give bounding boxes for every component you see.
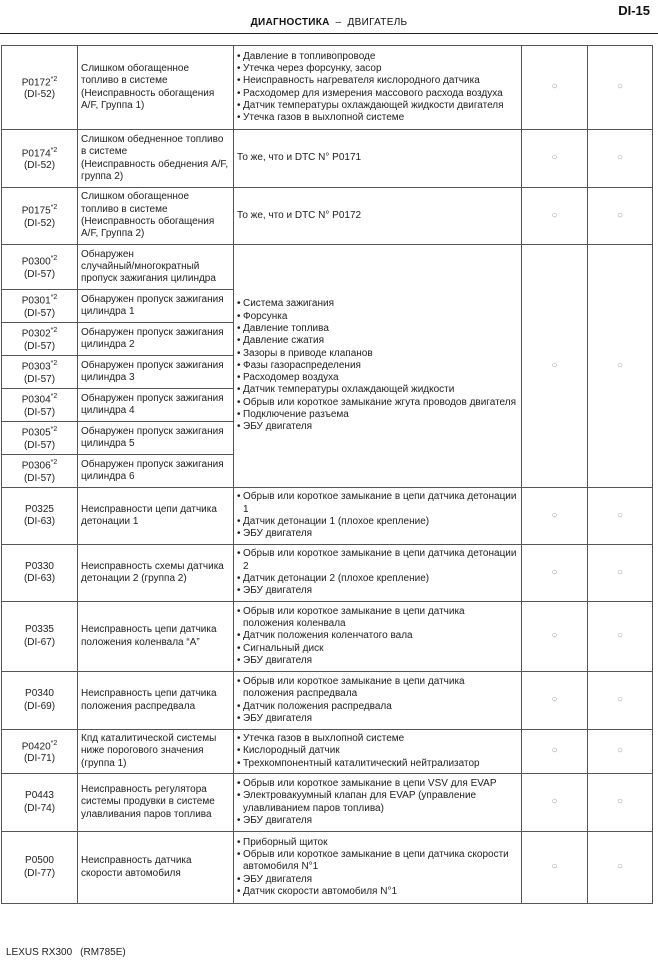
dtc-code: P0500 bbox=[25, 855, 54, 867]
dtc-code-cell bbox=[2, 774, 78, 832]
trouble-area-list bbox=[237, 548, 518, 597]
description-line: Обнаружен пропуск зажигания bbox=[81, 326, 224, 338]
header-main: ДИАГНОСТИКА bbox=[250, 17, 330, 28]
dtc-description bbox=[78, 832, 234, 904]
trouble-area-item: • Форсунка bbox=[237, 311, 518, 323]
dtc-code-cell bbox=[2, 545, 78, 602]
mil-indicator: ○ bbox=[522, 488, 588, 545]
dtc-ref: (DI-71) bbox=[23, 753, 56, 765]
dtc-code-mark: *2 bbox=[50, 459, 58, 467]
dtc-code: P0325 bbox=[25, 503, 54, 515]
dtc-description bbox=[78, 455, 234, 488]
dtc-code-mark: *2 bbox=[50, 327, 58, 335]
description-line: Обнаружен bbox=[81, 248, 134, 260]
description-line: (Неисправность обеднения A/F, bbox=[81, 158, 229, 170]
memory-indicator: ○ bbox=[588, 245, 653, 488]
footer-code: (RM785E) bbox=[80, 947, 126, 958]
trouble-area-item: • Кислородный датчик bbox=[237, 745, 518, 757]
dtc-code: P0174 bbox=[21, 147, 51, 159]
description-line: положения распредвала bbox=[81, 700, 196, 712]
dtc-code-cell bbox=[2, 672, 78, 730]
dtc-ref: (DI-57) bbox=[23, 373, 56, 385]
trouble-area-list bbox=[237, 606, 518, 667]
trouble-area-item: • Расходомер воздуха bbox=[237, 372, 518, 384]
dtc-ref: (DI-57) bbox=[23, 406, 56, 418]
header-rule bbox=[0, 33, 658, 34]
trouble-area bbox=[234, 130, 522, 188]
dtc-code-cell bbox=[2, 602, 78, 672]
dtc-code: P0305 bbox=[21, 427, 51, 439]
memory-indicator: ○ bbox=[588, 774, 653, 832]
memory-indicator: ○ bbox=[588, 545, 653, 602]
dtc-description bbox=[78, 602, 234, 672]
trouble-area bbox=[234, 602, 522, 672]
trouble-area-item: • ЭБУ двигателя bbox=[237, 528, 518, 540]
trouble-area-item: • Обрыв или короткое замыкание в цепи датчика скорости автомобиля N°1 bbox=[237, 849, 518, 874]
trouble-area-item: • Датчик температуры охлаждающей жидкости bbox=[237, 384, 518, 396]
trouble-area bbox=[234, 46, 522, 130]
trouble-area-item: • Обрыв или короткое замыкание в цепи VSV для EVAP bbox=[237, 778, 518, 790]
trouble-area-list bbox=[237, 298, 518, 433]
description-line: случайный/многократный bbox=[81, 260, 200, 272]
dtc-code: P0335 bbox=[25, 624, 54, 636]
mil-indicator: ○ bbox=[522, 832, 588, 904]
trouble-area-item: • Электровакуумный клапан для EVAP (управление улавливанием паров топлива) bbox=[237, 790, 518, 815]
table-row bbox=[2, 130, 653, 188]
description-line: Обнаружен пропуск зажигания bbox=[81, 458, 224, 470]
mil-indicator: ○ bbox=[522, 774, 588, 832]
trouble-area bbox=[234, 488, 522, 545]
memory-indicator: ○ bbox=[588, 602, 653, 672]
dtc-code-cell bbox=[2, 356, 78, 389]
dtc-code-cell bbox=[2, 488, 78, 545]
description-line: топливо в системе bbox=[81, 203, 168, 215]
description-line: A/F, Группа 2) bbox=[81, 228, 145, 240]
dtc-ref: (DI-77) bbox=[23, 867, 56, 879]
dtc-code-cell bbox=[2, 188, 78, 245]
dtc-ref: (DI-52) bbox=[23, 217, 56, 229]
trouble-area-item: • Подключение разъема bbox=[237, 409, 518, 421]
trouble-area bbox=[234, 730, 522, 774]
trouble-area-item: • Датчик положения коленчатого вала bbox=[237, 630, 518, 642]
dtc-code: P0172 bbox=[21, 76, 51, 88]
memory-indicator: ○ bbox=[588, 672, 653, 730]
dtc-code: P0304 bbox=[21, 394, 51, 406]
memory-indicator: ○ bbox=[588, 730, 653, 774]
dtc-code: P0303 bbox=[21, 361, 51, 373]
trouble-area-item: • Утечка через форсунку, засор bbox=[237, 63, 518, 75]
trouble-area-item: • Обрыв или короткое замыкание в цепи датчика положения коленвала bbox=[237, 606, 518, 631]
description-line: в системе bbox=[81, 146, 128, 158]
description-line: цилиндра 4 bbox=[81, 405, 135, 416]
dtc-code-cell bbox=[2, 46, 78, 130]
memory-indicator: ○ bbox=[588, 46, 653, 130]
dtc-code-mark: *2 bbox=[50, 360, 58, 368]
description-line: скорости автомобиля bbox=[81, 867, 181, 879]
trouble-area-list bbox=[237, 837, 518, 898]
trouble-area-item: • ЭБУ двигателя bbox=[237, 713, 518, 725]
description-line: Неисправность схемы датчика bbox=[81, 560, 224, 572]
description-line: группа 2) bbox=[81, 170, 124, 182]
dtc-description bbox=[78, 356, 234, 389]
dtc-description bbox=[78, 422, 234, 455]
table-row bbox=[2, 832, 653, 904]
description-line: цилиндра 2 bbox=[81, 339, 135, 350]
dtc-code-cell bbox=[2, 832, 78, 904]
dtc-ref: (DI-67) bbox=[23, 636, 56, 648]
description-line: Неисправность регулятора bbox=[81, 784, 207, 796]
dtc-code-mark: *2 bbox=[50, 255, 58, 263]
trouble-area-list bbox=[237, 778, 518, 827]
dtc-code-mark: *2 bbox=[50, 393, 58, 401]
trouble-area-item: • Обрыв или короткое замыкание в цепи датчика детонации 2 bbox=[237, 548, 518, 573]
dtc-code-mark: *2 bbox=[50, 426, 58, 434]
trouble-area-misfire bbox=[234, 245, 522, 488]
dtc-ref: (DI-63) bbox=[23, 516, 56, 527]
dtc-description bbox=[78, 545, 234, 602]
dtc-code: P0330 bbox=[25, 560, 54, 572]
description-line: (группа 1) bbox=[81, 757, 127, 769]
trouble-area-item: • Датчик детонации 2 (плохое крепление) bbox=[237, 573, 518, 585]
dtc-code-mark: *2 bbox=[50, 75, 58, 83]
dtc-description bbox=[78, 774, 234, 832]
trouble-area bbox=[234, 672, 522, 730]
description-line: улавливания паров топлива bbox=[81, 808, 212, 820]
dtc-description bbox=[78, 323, 234, 356]
dtc-description bbox=[78, 730, 234, 774]
dtc-ref: (DI-57) bbox=[23, 307, 56, 319]
mil-indicator: ○ bbox=[522, 602, 588, 672]
trouble-area-item: • Давление сжатия bbox=[237, 335, 518, 347]
trouble-area-list bbox=[237, 51, 518, 125]
dtc-code-cell bbox=[2, 730, 78, 774]
dtc-code-mark: *2 bbox=[50, 204, 58, 212]
dtc-code-mark: *2 bbox=[50, 146, 58, 154]
table-row bbox=[2, 46, 653, 130]
mil-indicator: ○ bbox=[522, 245, 588, 488]
dtc-ref: (DI-74) bbox=[23, 802, 56, 814]
trouble-area-item: • Датчик скорости автомобиля N°1 bbox=[237, 886, 518, 898]
table-row bbox=[2, 774, 653, 832]
footer bbox=[6, 947, 126, 958]
description-line: Обнаружен пропуск зажигания bbox=[81, 359, 224, 371]
description-line: (Неисправность обогащения bbox=[81, 87, 215, 99]
trouble-area-item: • Датчик детонации 1 (плохое крепление) bbox=[237, 516, 518, 528]
dtc-code: P0420 bbox=[21, 740, 51, 752]
trouble-area bbox=[234, 774, 522, 832]
table-row bbox=[2, 245, 653, 290]
description-line: Неисправность цепи датчика bbox=[81, 624, 217, 636]
dtc-description bbox=[78, 46, 234, 130]
trouble-area-text: То же, что и DTC N° P0172 bbox=[237, 209, 362, 221]
trouble-area-item: • Обрыв или короткое замыкание в цепи датчика детонации 1 bbox=[237, 491, 518, 516]
trouble-area-item: • Расходомер для измерения массового расхода воздуха bbox=[237, 88, 518, 100]
trouble-area-item: • Зазоры в приводе клапанов bbox=[237, 348, 518, 360]
description-line: цилиндра 1 bbox=[81, 306, 135, 317]
description-line: Неисправность цепи датчика bbox=[81, 688, 217, 700]
description-line: Обнаружен пропуск зажигания bbox=[81, 392, 224, 404]
dtc-code: P0443 bbox=[25, 790, 54, 802]
description-line: положения коленвала “A” bbox=[81, 636, 200, 648]
mil-indicator: ○ bbox=[522, 130, 588, 188]
memory-indicator: ○ bbox=[588, 832, 653, 904]
description-line: цилиндра 6 bbox=[81, 471, 135, 482]
mil-indicator: ○ bbox=[522, 188, 588, 245]
description-line: цилиндра 5 bbox=[81, 438, 135, 449]
dtc-code-cell bbox=[2, 455, 78, 488]
description-line: топливо в системе bbox=[81, 75, 168, 87]
table-row bbox=[2, 602, 653, 672]
footer-model: LEXUS RX300 bbox=[6, 947, 73, 958]
memory-indicator: ○ bbox=[588, 130, 653, 188]
trouble-area-item: • ЭБУ двигателя bbox=[237, 421, 518, 433]
page-id: DI-15 bbox=[618, 3, 650, 18]
trouble-area-item: • ЭБУ двигателя bbox=[237, 655, 518, 667]
dtc-description bbox=[78, 245, 234, 290]
dtc-code-mark: *2 bbox=[50, 294, 58, 302]
dtc-description bbox=[78, 290, 234, 323]
trouble-area-item: • Система зажигания bbox=[237, 298, 518, 310]
dtc-code-cell bbox=[2, 290, 78, 323]
trouble-area bbox=[234, 188, 522, 245]
dtc-code-cell bbox=[2, 422, 78, 455]
description-line: (Неисправность обогащения bbox=[81, 216, 215, 227]
description-line: цилиндра 3 bbox=[81, 372, 135, 383]
dtc-code-cell bbox=[2, 389, 78, 422]
table-row bbox=[2, 730, 653, 774]
header-sub: ДВИГАТЕЛЬ bbox=[347, 17, 408, 28]
dtc-description bbox=[78, 188, 234, 245]
trouble-area-text: То же, что и DTC N° P0171 bbox=[237, 152, 362, 164]
dtc-description bbox=[78, 672, 234, 730]
trouble-area-item: • ЭБУ двигателя bbox=[237, 874, 518, 886]
trouble-area-item: • Давление в топливопроводе bbox=[237, 51, 518, 63]
dtc-table bbox=[1, 45, 653, 904]
dtc-description bbox=[78, 389, 234, 422]
dtc-ref: (DI-69) bbox=[23, 700, 56, 712]
trouble-area-item: • Неисправность нагревателя кислородного датчика bbox=[237, 75, 518, 87]
description-line: A/F, Группа 1) bbox=[81, 99, 145, 111]
trouble-area-item: • Датчик температуры охлаждающей жидкости двигателя bbox=[237, 100, 518, 112]
description-line: Слишком обогащенное bbox=[81, 191, 190, 203]
trouble-area-item: • Обрыв или короткое замыкание жгута проводов двигателя bbox=[237, 397, 518, 409]
description-line: Обнаружен пропуск зажигания bbox=[81, 293, 224, 305]
trouble-area-item: • Обрыв или короткое замыкание в цепи датчика положения распредвала bbox=[237, 676, 518, 701]
dtc-code-cell bbox=[2, 130, 78, 188]
memory-indicator: ○ bbox=[588, 488, 653, 545]
description-line: Слишком обогащенное bbox=[81, 62, 190, 74]
mil-indicator: ○ bbox=[522, 46, 588, 130]
description-line: Кпд каталитической системы bbox=[81, 733, 217, 745]
table-row bbox=[2, 545, 653, 602]
trouble-area-list bbox=[237, 733, 518, 770]
trouble-area-item: • Датчик положения распредвала bbox=[237, 701, 518, 713]
description-line: детонации 1 bbox=[81, 516, 139, 527]
dtc-code-cell bbox=[2, 323, 78, 356]
table-row bbox=[2, 672, 653, 730]
dtc-ref: (DI-52) bbox=[23, 160, 56, 172]
trouble-area-item: • Трехкомпонентный каталитический нейтрализатор bbox=[237, 758, 518, 770]
trouble-area bbox=[234, 545, 522, 602]
description-line: Обнаружен пропуск зажигания bbox=[81, 425, 224, 437]
dtc-ref: (DI-57) bbox=[23, 340, 56, 352]
dtc-description bbox=[78, 488, 234, 545]
dtc-ref: (DI-57) bbox=[23, 439, 56, 451]
description-line: Неисправности цепи датчика bbox=[81, 503, 217, 515]
mil-indicator: ○ bbox=[522, 730, 588, 774]
trouble-area-item: • Утечка газов в выхлопной системе bbox=[237, 733, 518, 745]
trouble-area-item: • ЭБУ двигателя bbox=[237, 585, 518, 597]
page-header bbox=[0, 17, 658, 28]
trouble-area-list bbox=[237, 676, 518, 725]
trouble-area-item: • Фазы газораспределения bbox=[237, 360, 518, 372]
description-line: Неисправность датчика bbox=[81, 855, 192, 867]
description-line: детонации 2 (группа 2) bbox=[81, 573, 187, 584]
trouble-area bbox=[234, 832, 522, 904]
dtc-ref: (DI-63) bbox=[23, 573, 56, 584]
table-row bbox=[2, 188, 653, 245]
dtc-description bbox=[78, 130, 234, 188]
trouble-area-item: • ЭБУ двигателя bbox=[237, 815, 518, 827]
mil-indicator: ○ bbox=[522, 545, 588, 602]
mil-indicator: ○ bbox=[522, 672, 588, 730]
dtc-code: P0340 bbox=[25, 688, 54, 700]
header-separator: – bbox=[335, 17, 342, 28]
dtc-code-mark: *2 bbox=[50, 739, 58, 747]
trouble-area-list bbox=[237, 491, 518, 540]
description-line: ниже порогового значения bbox=[81, 745, 204, 757]
memory-indicator: ○ bbox=[588, 188, 653, 245]
trouble-area-item: • Сигнальный диск bbox=[237, 643, 518, 655]
trouble-area-item: • Приборный щиток bbox=[237, 837, 518, 849]
trouble-area-item: • Давление топлива bbox=[237, 323, 518, 335]
dtc-code: P0175 bbox=[21, 205, 51, 217]
dtc-code: P0306 bbox=[21, 460, 51, 472]
dtc-ref: (DI-57) bbox=[23, 472, 56, 484]
dtc-code: P0300 bbox=[21, 256, 51, 268]
dtc-code: P0302 bbox=[21, 328, 51, 340]
dtc-code: P0301 bbox=[21, 295, 51, 307]
description-line: пропуск зажигания цилиндра bbox=[81, 273, 216, 285]
dtc-ref: (DI-52) bbox=[23, 89, 56, 101]
dtc-ref: (DI-57) bbox=[23, 268, 56, 280]
description-line: системы продувки в системе bbox=[81, 796, 215, 808]
dtc-code-cell bbox=[2, 245, 78, 290]
table-row bbox=[2, 488, 653, 545]
trouble-area-item: • Утечка газов в выхлопной системе bbox=[237, 112, 518, 124]
description-line: Слишком обедненное топливо bbox=[81, 133, 224, 145]
